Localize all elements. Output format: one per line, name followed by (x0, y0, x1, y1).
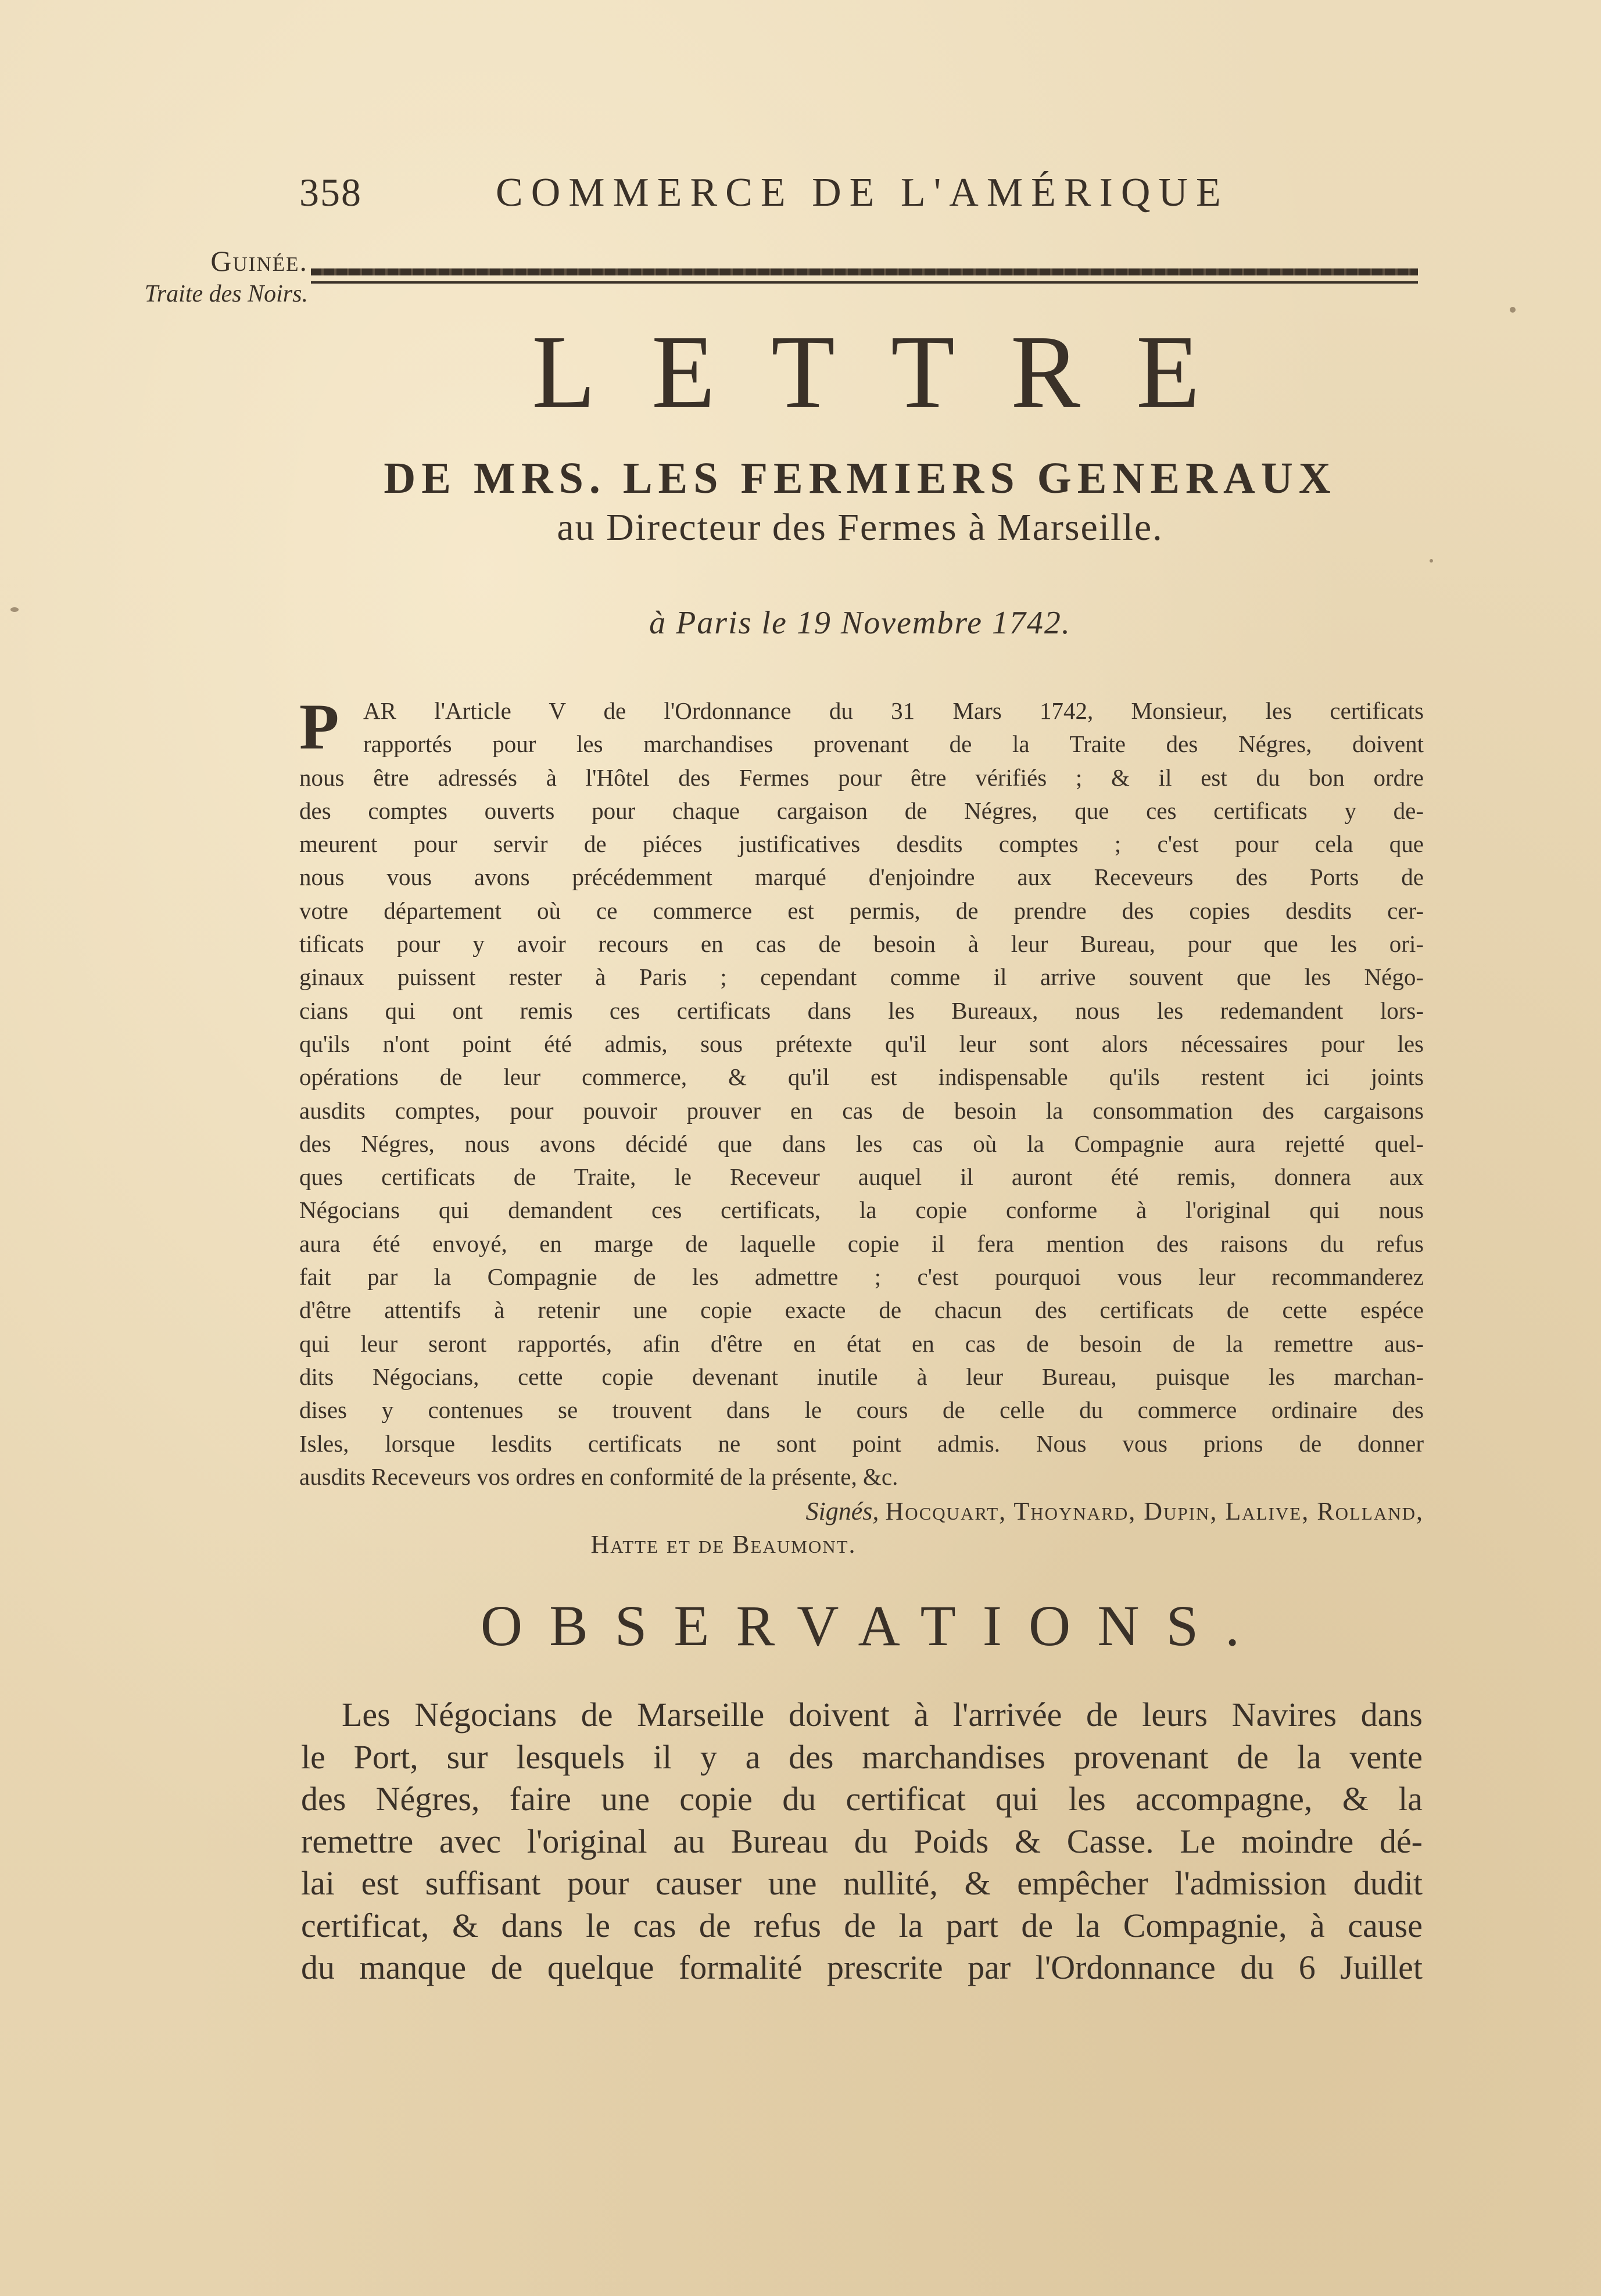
header-rule-thick (311, 268, 1418, 275)
letter-line: AR l'Article V de l'Ordonnance du 31 Mars 1742, Monsieur, les certificats (363, 697, 1424, 724)
letter-title: LETTRE (532, 314, 1256, 429)
letter-line: qui leur seront rapportés, afin d'être en état en cas de besoin de la remettre aus- (299, 1330, 1424, 1357)
header-rule-thin (311, 281, 1418, 284)
running-title: COMMERCE DE L'AMÉRIQUE (496, 170, 1229, 215)
letter-dateline: à Paris le 19 Novembre 1742. (649, 605, 1071, 641)
letter-line: ausdits comptes, pour pouvoir prouver en cas de besoin la consommation des cargaisons (299, 1097, 1424, 1124)
observations-line: certificat, & dans le cas de refus de la part de la Compagnie, à cause (301, 1906, 1423, 1944)
page-header (299, 170, 1427, 222)
margin-note-topic: Traite des Noirs. (144, 281, 308, 307)
page-number: 358 (299, 170, 362, 214)
letter-line: cians qui ont remis ces certificats dans les Bureaux, nous les redemandent lors- (299, 997, 1424, 1024)
signature-prefix: Signés, (805, 1497, 879, 1525)
letter-line: Isles, lorsque lesdits certificats ne sont point admis. Nous vous prions de donner (299, 1430, 1424, 1457)
letter-lines (299, 691, 1424, 1493)
letter-line: dises y contenues se trouvent dans le cours de celle du commerce ordinaire des (299, 1396, 1424, 1424)
letter-line: meurent pour servir de piéces justificatives desdits comptes ; c'est pour cela que (299, 830, 1424, 858)
signature-line-2: Hatte et de Beaumont. (590, 1530, 857, 1559)
signature-line-1 (302, 1496, 1424, 1526)
observations-line: lai est suffisant pour causer une nullité, & empêcher l'admission dudit (301, 1864, 1423, 1902)
letter-line: votre département où ce commerce est permis, de prendre des copies desdits cer- (299, 897, 1424, 924)
observations-line: remettre avec l'original au Bureau du Poids & Casse. Le moindre dé- (301, 1822, 1423, 1860)
letter-subtitle-senders: DE MRS. LES FERMIERS GENERAUX (384, 454, 1337, 503)
letter-line: fait par la Compagnie de les admettre ; c'est pourquoi vous leur recommanderez (299, 1263, 1424, 1291)
drop-cap: P (299, 691, 339, 763)
letter-line: aura été envoyé, en marge de laquelle copie il fera mention des raisons du refus (299, 1230, 1424, 1257)
letter-line: ausdits Receveurs vos ordres en conformité de la présente, &c. (299, 1463, 898, 1490)
observations-body (301, 1694, 1423, 1989)
observations-title: OBSERVATIONS. (480, 1593, 1267, 1658)
paper-speck (1510, 307, 1516, 313)
letter-line: nous être adressés à l'Hôtel des Fermes pour être vérifiés ; & il est du bon ordre (299, 764, 1424, 791)
paper-speck (10, 607, 19, 612)
letter-line: nous vous avons précédemment marqué d'enjoindre aux Receveurs des Ports de (299, 864, 1424, 891)
signature-names-1: Hocquart, Thoynard, Dupin, Lalive, Rolland, (885, 1497, 1424, 1525)
paper-speck (1430, 559, 1433, 563)
letter-line: Négocians qui demandent ces certificats, la copie conforme à l'original qui nous (299, 1197, 1424, 1224)
observations-lines (301, 1694, 1423, 1989)
letter-line: des Négres, nous avons décidé que dans les cas où la Compagnie aura rejetté quel- (299, 1130, 1424, 1157)
letter-line: rapportés pour les marchandises provenant de la Traite des Négres, doivent (363, 730, 1424, 758)
letter-line: dits Négocians, cette copie devenant inutile à leur Bureau, puisque les marchan- (299, 1363, 1424, 1390)
letter-body (299, 691, 1424, 1493)
letter-line: d'être attentifs à retenir une copie exacte de chacun des certificats de cette espéce (299, 1296, 1424, 1324)
letter-subtitle-recipient: au Directeur des Fermes à Marseille. (557, 506, 1163, 549)
letter-line: tificats pour y avoir recours en cas de besoin à leur Bureau, pour que les ori- (299, 930, 1424, 958)
letter-line: qu'ils n'ont point été admis, sous prétexte qu'il leur sont alors nécessaires pour les (299, 1030, 1424, 1057)
letter-line: des comptes ouverts pour chaque cargaison de Négres, que ces certificats y de- (299, 797, 1424, 824)
observations-line: des Négres, faire une copie du certificat qui les accompagne, & la (301, 1780, 1423, 1818)
observations-line: Les Négocians de Marseille doivent à l'arrivée de leurs Navires dans (342, 1696, 1423, 1733)
letter-line: opérations de leur commerce, & qu'il est indispensable qu'ils restent ici joints (299, 1063, 1424, 1091)
letter-line: ques certificats de Traite, le Receveur auquel il auront été remis, donnera aux (299, 1163, 1424, 1191)
margin-note-region: Guinée. (210, 245, 308, 277)
margin-note (87, 243, 308, 309)
letter-line: ginaux puissent rester à Paris ; cependant comme il arrive souvent que les Négo- (299, 963, 1424, 991)
observations-line: le Port, sur lesquels il y a des marchandises provenant de la vente (301, 1738, 1423, 1776)
observations-line: du manque de quelque formalité prescrite par l'Ordonnance du 6 Juillet (301, 1948, 1423, 1986)
